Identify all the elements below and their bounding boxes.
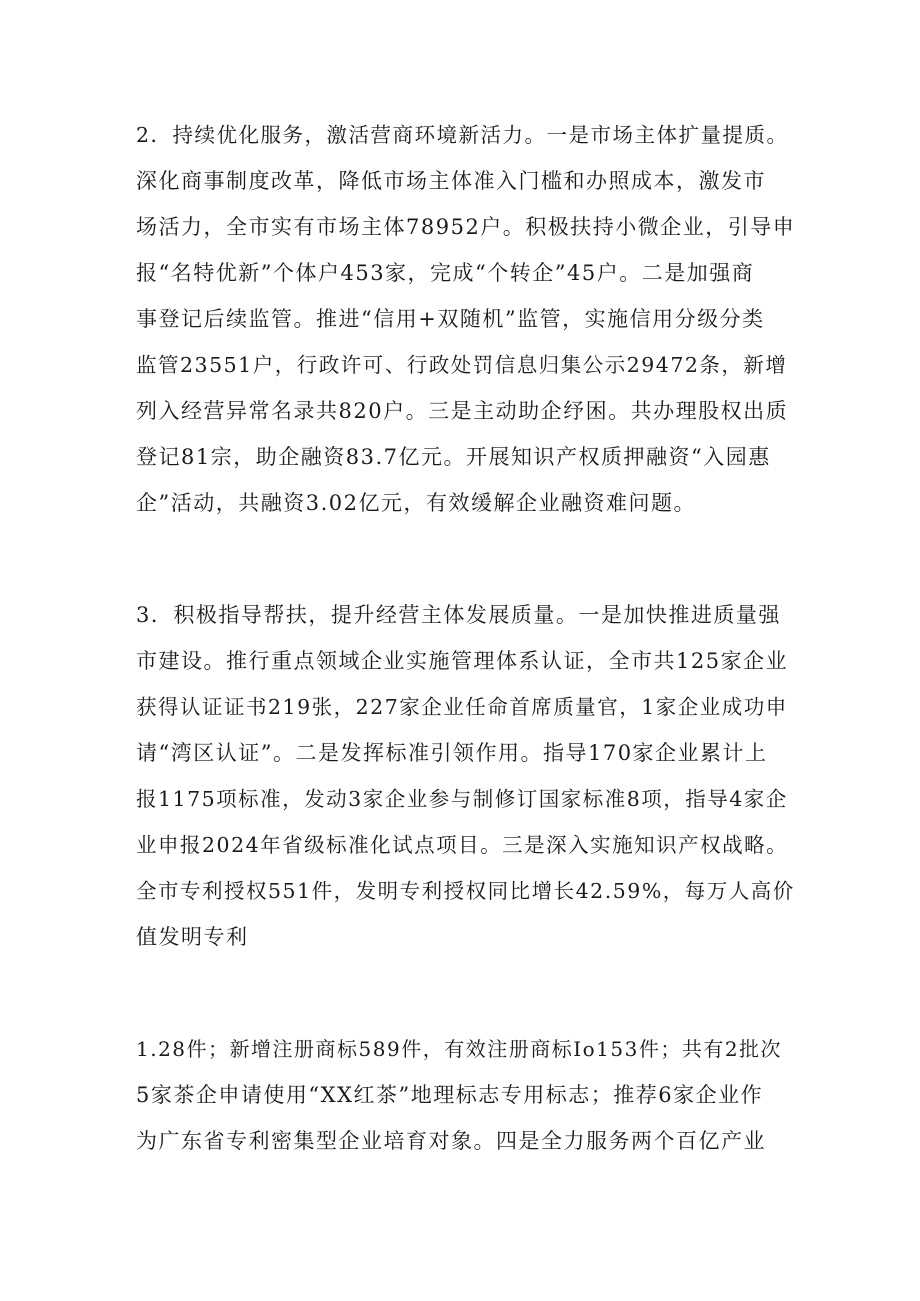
text-line: 为广东省专利密集型企业培育对象。四是全力服务两个百亿产业 xyxy=(136,1129,766,1153)
text-line: 业申报2024年省级标准化试点项目。三是深入实施知识产权战略。 xyxy=(136,833,789,857)
paragraph-quality-development xyxy=(136,592,796,960)
paragraph-trademark-continuation xyxy=(136,1026,796,1164)
text-line: 获得认证证书219张，227家企业任命首席质量官，1家企业成功申 xyxy=(136,695,788,719)
text-line: 深化商事制度改革，降低市场主体准入门槛和办照成本，激发市 xyxy=(136,169,766,193)
text-line: 监管23551户，行政许可、行政处罚信息归集公示29472条，新增 xyxy=(136,353,788,377)
text-line: 2．持续优化服务，激活营商环境新活力。一是市场主体扩量提质。 xyxy=(136,123,789,147)
text-line: 场活力，全市实有市场主体78952户。积极扶持小微企业，引导申 xyxy=(136,215,796,239)
text-line: 报1175项标准，发动3家企业参与制修订国家标准8项，指导4家企 xyxy=(136,787,788,811)
text-line: 3．积极指导帮扶，提升经营主体发展质量。一是加快推进质量强 xyxy=(136,603,781,627)
text-line: 5家茶企申请使用“XX红茶”地理标志专用标志；推荐6家企业作 xyxy=(136,1083,764,1107)
text-line: 报“名特优新”个体户453家，完成“个转企”45户。二是加强商 xyxy=(136,261,755,285)
text-line: 请“湾区认证”。二是发挥标准引领作用。指导170家企业累计上 xyxy=(136,741,768,765)
text-line: 值发明专利 xyxy=(136,925,249,949)
text-line: 全市专利授权551件，发明专利授权同比增长42.59%，每万人高价 xyxy=(136,879,795,903)
text-line: 列入经营异常名录共820户。三是主动助企纾困。共办理股权出质 xyxy=(136,399,789,423)
text-line: 1.28件；新增注册商标589件，有效注册商标Io153件；共有2批次 xyxy=(136,1037,783,1061)
text-line: 企”活动，共融资3.02亿元，有效缓解企业融资难问题。 xyxy=(136,491,696,515)
paragraph-service-optimization xyxy=(136,112,796,526)
text-line: 市建设。推行重点领域企业实施管理体系认证，全市共125家企业 xyxy=(136,649,789,673)
text-line: 登记81宗，助企融资83.7亿元。开展知识产权质押融资“入园惠 xyxy=(136,445,771,469)
text-line: 事登记后续监管。推进“信用+双随机”监管，实施信用分级分类 xyxy=(136,307,765,331)
